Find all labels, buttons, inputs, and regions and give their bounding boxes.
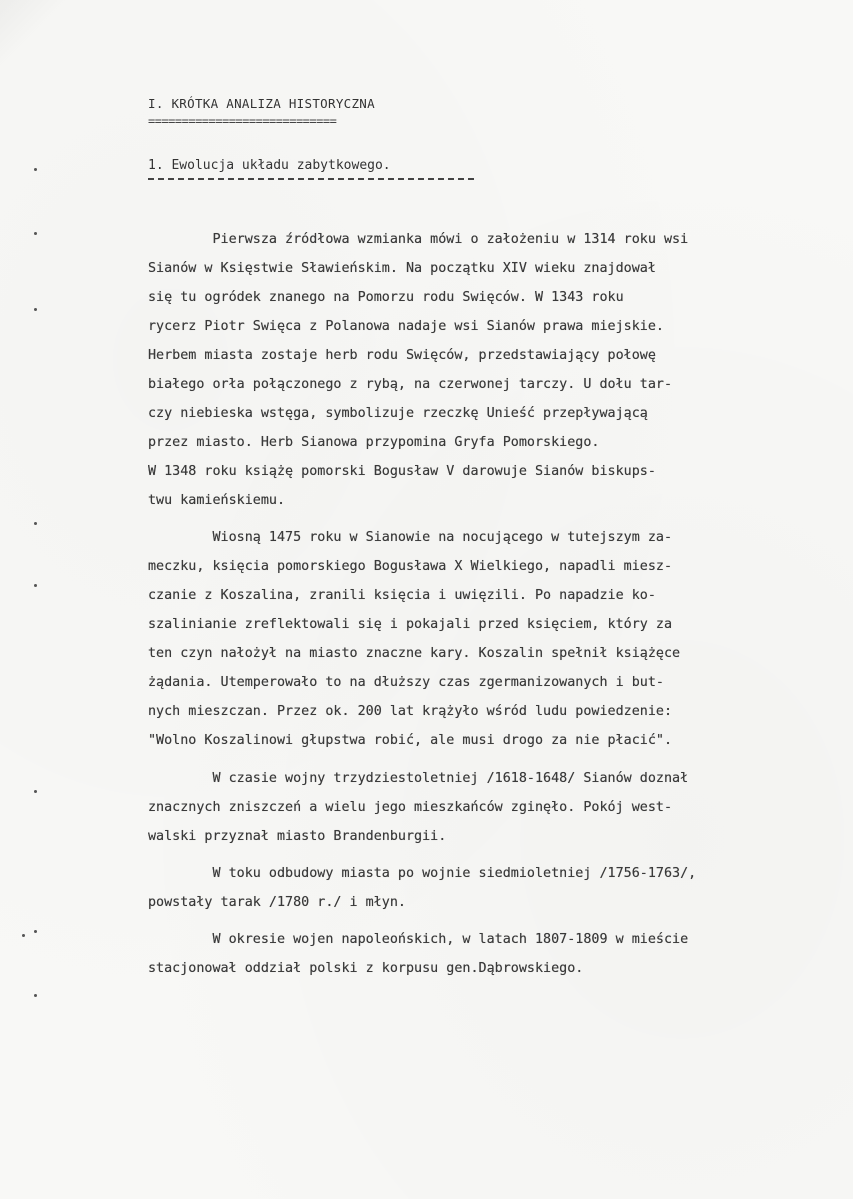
text-line: meczku, księcia pomorskiego Bogusława X Wielkiego, napadli miesz- — [148, 559, 673, 574]
text-line: W czasie wojny trzydziestoletniej /1618-1648/ Sianów doznał — [148, 771, 689, 786]
text-line: nych mieszczan. Przez ok. 200 lat krążyło wśród ludu powiedzenie: — [148, 704, 673, 719]
margin-mark — [34, 584, 37, 587]
text-line: szalinianie zreflektowali się i pokajali przed księciem, który za — [148, 617, 673, 632]
margin-mark — [34, 232, 37, 235]
text-line: W toku odbudowy miasta po wojnie siedmioletniej /1756-1763/, — [148, 866, 697, 881]
margin-mark — [34, 790, 37, 793]
margin-mark — [34, 994, 37, 997]
text-line: Herbem miasta zostaje herb rodu Święców, przedstawiający połowę — [148, 348, 656, 363]
text-line: walski przyznał miasto Brandenburgii. — [148, 829, 447, 844]
text-line: twu kamieńskiemu. — [148, 493, 286, 508]
text-line: Pierwsza źródłowa wzmianka mówi o założeniu w 1314 roku wsi — [148, 232, 689, 247]
text-line: czy niebieska wstęga, symbolizuje rzeczkę Unieść przepływającą — [148, 406, 648, 421]
margin-mark — [22, 934, 25, 937]
subsection-heading-underline — [148, 178, 474, 180]
section-heading-underline: ============================ — [148, 114, 337, 128]
text-line: Sianów w Księstwie Sławieńskim. Na początku XIV wieku znajdował — [148, 261, 656, 276]
text-line: się tu ogródek znanego na Pomorzu rodu Święców. W 1343 roku — [148, 290, 624, 305]
text-line: czanie z Koszalina, zranili księcia i uwięzili. Po napadzie ko- — [148, 588, 656, 603]
text-line: przez miasto. Herb Sianowa przypomina Gryfa Pomorskiego. — [148, 435, 600, 450]
section-heading: I. KRÓTKA ANALIZA HISTORYCZNA — [148, 96, 375, 111]
text-line: W 1348 roku książę pomorski Bogusław V darowuje Sianów biskups- — [148, 464, 656, 479]
margin-mark — [34, 168, 37, 171]
subsection-heading: 1. Ewolucja układu zabytkowego. — [148, 158, 391, 173]
text-line: białego orła połączonego z rybą, na czerwonej tarczy. U dołu tar- — [148, 377, 673, 392]
text-line: Wiosną 1475 roku w Sianowie na nocującego w tutejszym za- — [148, 530, 673, 545]
text-line: "Wolno Koszalinowi głupstwa robić, ale musi drogo za nie płacić". — [148, 733, 673, 748]
text-line: rycerz Piotr Swięca z Polanowa nadaje wsi Sianów prawa miejskie. — [148, 319, 664, 334]
text-line: stacjonował oddział polski z korpusu gen.Dąbrowskiego. — [148, 961, 584, 976]
page-corner-shadow — [0, 0, 70, 70]
margin-mark — [34, 930, 37, 933]
margin-mark — [34, 522, 37, 525]
margin-mark — [34, 308, 37, 311]
text-line: ten czyn nałożył na miasto znaczne kary. Koszalin spełnił książęce — [148, 646, 681, 661]
text-line: znacznych zniszczeń a wielu jego mieszkańców zginęło. Pokój west- — [148, 800, 673, 815]
text-line: W okresie wojen napoleońskich, w latach 1807-1809 w mieście — [148, 932, 689, 947]
text-line: żądania. Utemperowało to na dłuższy czas zgermanizowanych i but- — [148, 675, 664, 690]
text-line: powstały tarak /1780 r./ i młyn. — [148, 895, 406, 910]
